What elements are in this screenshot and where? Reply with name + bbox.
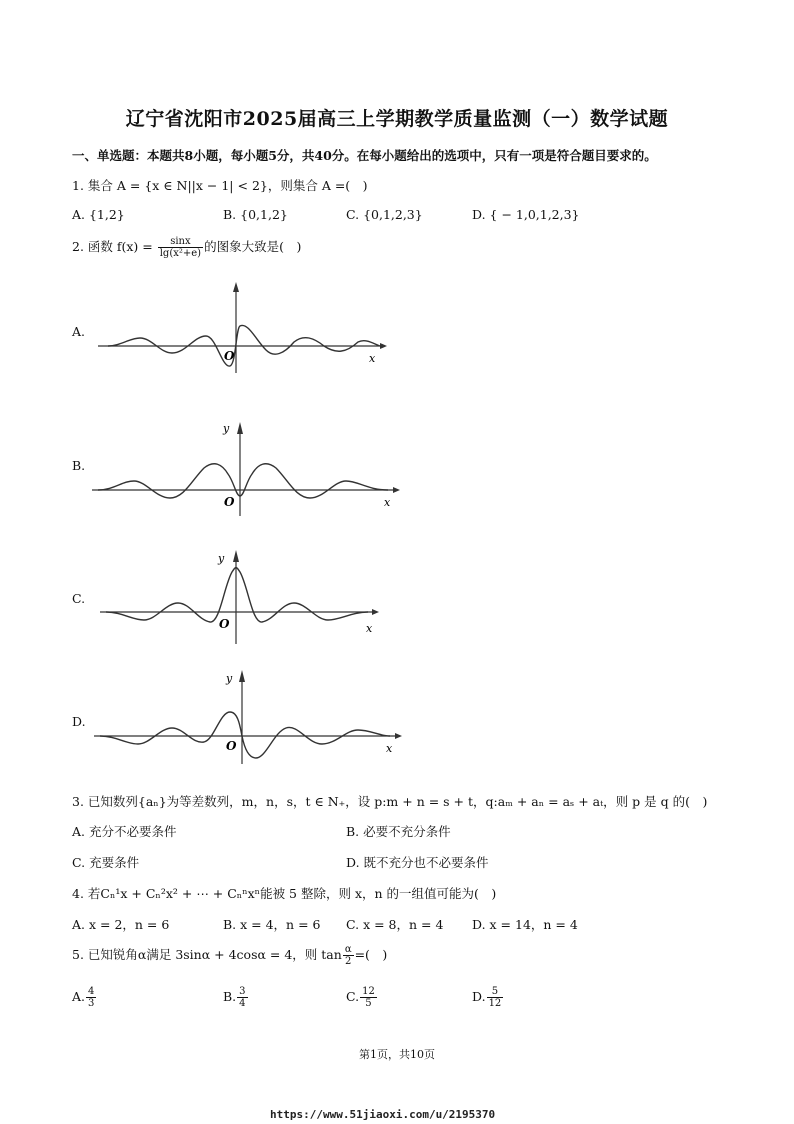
- q2-frac-num: sinx: [158, 236, 203, 248]
- graph-b-x-label: x: [384, 496, 391, 509]
- q4-option-b: B. x = 4，n = 6: [223, 917, 321, 932]
- q2-fraction: [158, 236, 203, 259]
- graph-b-x-arrow: [393, 487, 400, 493]
- graph-a-x-label: x: [369, 352, 376, 365]
- q3-option-b: B. 必要不充分条件: [346, 824, 451, 839]
- graph-b-y-arrow: [237, 422, 243, 434]
- graph-c-x-arrow: [372, 609, 379, 615]
- q5-half-den: 2: [345, 956, 352, 967]
- question-4-stem: 4. 若Cₙ¹x + Cₙ²x² + ⋯ + Cₙⁿxⁿ能被 5 整除，则 x，n 的一组值可能为( ): [72, 886, 497, 901]
- section-heading: 一、单选题：本题共8小题，每小题5分，共40分。在每小题给出的选项中，只有一项是符合题目要求的。: [72, 148, 657, 163]
- q1-option-c: C. {0,1,2,3}: [346, 207, 423, 222]
- graph-d-origin: O: [226, 739, 237, 753]
- q2-option-d-label: D.: [72, 714, 86, 729]
- graph-c-y-label: y: [218, 552, 225, 565]
- q5-stem-b: =( ): [354, 947, 388, 962]
- q4-option-a: A. x = 2，n = 6: [72, 917, 170, 932]
- q5-half-num: α: [344, 944, 352, 955]
- graph-d-y-arrow: [239, 670, 245, 682]
- q5-option-a: [72, 986, 97, 1009]
- graph-d-curve: [100, 712, 390, 758]
- graph-c-y-arrow: [233, 550, 239, 562]
- graph-a-y-arrow: [233, 282, 239, 292]
- q5-stem-a: 5. 已知锐角α满足 3sinα + 4cosα = 4，则 tan: [72, 947, 342, 962]
- graph-b: [88, 418, 408, 518]
- q5-option-d-den: 12: [488, 998, 502, 1009]
- q5-option-c-den: 5: [365, 998, 372, 1009]
- q1-option-b: B. {0,1,2}: [223, 207, 288, 222]
- q5-option-a-label: A.: [72, 989, 86, 1004]
- q5-option-a-den: 3: [88, 998, 95, 1009]
- page-title: 辽宁省沈阳市2025届高三上学期教学质量监测（一）数学试题: [125, 108, 669, 130]
- q5-option-d-num: 5: [487, 986, 504, 998]
- graph-b-origin: O: [224, 495, 235, 509]
- graph-c-x-label: x: [366, 622, 373, 635]
- q5-option-c-num: 12: [362, 986, 375, 997]
- q5-option-c-label: C.: [346, 989, 360, 1004]
- graph-d-x-arrow: [395, 733, 402, 739]
- graph-a-origin: O: [224, 349, 235, 363]
- q5-half-angle: [343, 944, 354, 967]
- q2-frac-den: lg(x²+e): [159, 248, 202, 259]
- graph-c-origin: O: [219, 617, 230, 631]
- q2-option-b-label: B.: [72, 458, 86, 473]
- q5-option-a-num: 4: [88, 986, 95, 997]
- graph-a-x-arrow: [380, 343, 387, 349]
- page-footer: 第1页，共10页: [359, 1048, 435, 1061]
- q5-option-b-den: 4: [239, 998, 246, 1009]
- q5-option-c: [346, 986, 378, 1009]
- question-3-stem: 3. 已知数列{aₙ}为等差数列，m，n，s，t ∈ N₊，设 p:m + n = s + t，q:aₘ + aₙ = aₛ + aₜ，则 p 是 q 的( ): [72, 794, 708, 809]
- q4-option-d: D. x = 14，n = 4: [472, 917, 578, 932]
- q2-option-a-label: A.: [72, 324, 86, 339]
- q2-option-c-label: C.: [72, 591, 86, 606]
- watermark-url: https://www.51jiaoxi.com/u/2195370: [270, 1108, 496, 1121]
- graph-d: [90, 666, 410, 766]
- q1-option-d: D. { − 1,0,1,2,3}: [472, 207, 580, 222]
- graph-a: [90, 278, 390, 378]
- q5-option-b-num: 3: [239, 986, 246, 997]
- q3-option-a: A. 充分不必要条件: [72, 824, 177, 839]
- graph-c-curve: [106, 568, 368, 623]
- graph-b-y-label: y: [223, 422, 230, 435]
- graph-b-curve: [98, 464, 388, 498]
- q4-option-c: C. x = 8，n = 4: [346, 917, 444, 932]
- q3-option-c: C. 充要条件: [72, 855, 140, 870]
- q5-option-d: [472, 986, 504, 1009]
- q2-prefix: 2. 函数 f(x) =: [72, 239, 157, 254]
- graph-c: [96, 546, 388, 646]
- q5-option-d-label: D.: [472, 989, 486, 1004]
- question-5-stem: [72, 944, 387, 967]
- question-1-stem: 1. 集合 A = {x ∈ N||x − 1| < 2}，则集合 A =( ): [72, 178, 368, 193]
- q3-option-d: D. 既不充分也不必要条件: [346, 855, 489, 870]
- graph-d-x-label: x: [386, 742, 393, 755]
- q2-suffix: 的图象大致是( ): [204, 239, 302, 254]
- question-2-stem: [72, 236, 301, 259]
- q5-option-b-label: B.: [223, 989, 237, 1004]
- q5-option-b: [223, 986, 249, 1009]
- graph-d-y-label: y: [226, 672, 233, 685]
- q1-option-a: A. {1,2}: [72, 207, 125, 222]
